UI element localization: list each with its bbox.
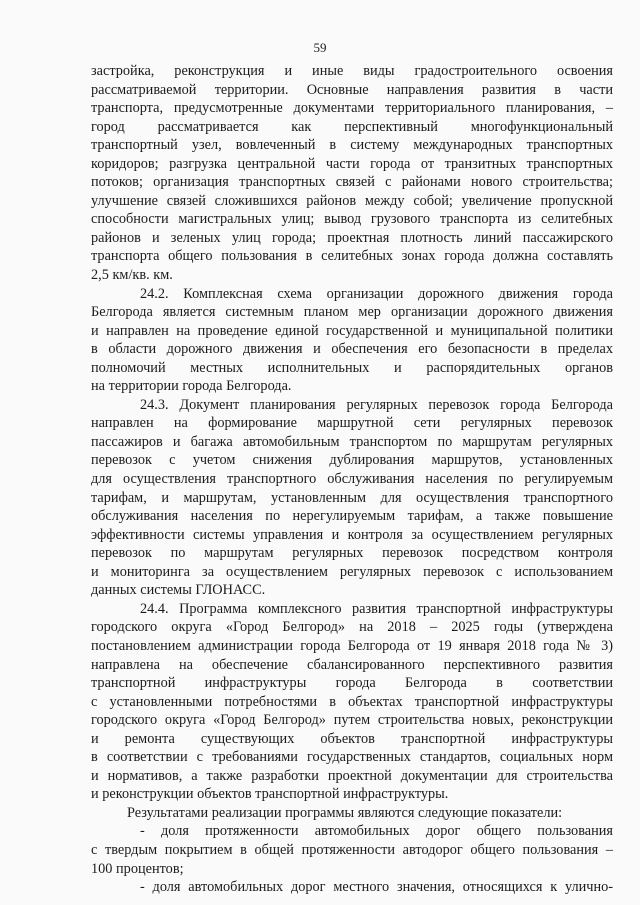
page-number: 59 bbox=[313, 40, 327, 55]
text-line: с твердым покрытием в общей протяженности автодорог общего пользования – bbox=[91, 841, 613, 858]
text-line: Результатами реализации программы являются следующие показатели: bbox=[127, 804, 563, 821]
text-line: застройка, реконструкция и иные виды градостроительного освоения bbox=[91, 63, 613, 79]
text-line: 100 процентов; bbox=[91, 860, 184, 877]
text-line: транспортной инфраструктуры города Белгорода в соответствии bbox=[91, 675, 613, 692]
text-line: для осуществления транспортного обслуживания населения по регулируемым bbox=[91, 471, 613, 488]
text-line: 24.3. Документ планирования регулярных перевозок города Белгорода bbox=[140, 396, 613, 413]
text-line: и ремонта существующих объектов транспортной инфраструктуры bbox=[91, 730, 613, 747]
text-line: тарифам, и маршрутам, установленным для осуществления транспортного bbox=[91, 489, 613, 506]
text-line: данных системы ГЛОНАСС. bbox=[91, 582, 266, 599]
text-line: в области дорожного движения и обеспечения его безопасности в пределах bbox=[91, 341, 613, 358]
text-line: транспорта, предусмотренные документами территориального планирования, – bbox=[91, 100, 613, 117]
text-line: обслуживания населения по нерегулируемым тарифам, а также повышение bbox=[91, 508, 613, 525]
text-line: с установленными потребностями в объектах транспортной инфраструктуры bbox=[91, 693, 613, 710]
text-line: город рассматривается как перспективный многофункциональный bbox=[91, 118, 613, 135]
text-line: и реконструкции объектов транспортной инфраструктуры. bbox=[91, 786, 449, 803]
text-line: потоков; организация транспортных связей с районами нового строительства; bbox=[91, 174, 613, 191]
text-line: транспортный узел, вовлеченный в систему международных транспортных bbox=[91, 137, 613, 154]
text-line: перевозок с учетом снижения дублирования маршрутов, установленных bbox=[91, 452, 613, 469]
text-line: и направлен на проведение единой государственной и муниципальной политики bbox=[91, 322, 613, 339]
text-line: рассматриваемой территории. Основные направления развития в части bbox=[91, 81, 613, 98]
text-line: и нормативов, а также разработки проектной документации для строительства bbox=[91, 767, 613, 784]
text-line: коридоров; разгрузка центральной части города от транзитных транспортных bbox=[91, 155, 613, 172]
text-line: районов и зеленых улиц города; проектная плотность линий пассажирского bbox=[91, 229, 613, 246]
text-line: перевозок по маршрутам регулярных перевозок посредством контроля bbox=[91, 545, 613, 562]
text-line: направлен на формирование маршрутной сети регулярных перевозок bbox=[91, 415, 613, 432]
text-line: 24.2. Комплексная схема организации дорожного движения города bbox=[140, 285, 613, 302]
text-line: пассажиров и багажа автомобильным транспортом по маршрутам регулярных bbox=[91, 433, 613, 450]
text-line: постановлением администрации города Белгорода от 19 января 2018 года № 3) bbox=[91, 637, 613, 654]
text-line: городского округа «Город Белгород» путем строительства новых, реконструкции bbox=[91, 712, 613, 729]
text-line: 24.4. Программа комплексного развития транспортной инфраструктуры bbox=[140, 600, 613, 617]
text-line: - доля автомобильных дорог местного значения, относящихся к улично- bbox=[140, 879, 613, 896]
text-line: способности магистральных улиц; вывод грузового транспорта из селитебных bbox=[91, 211, 613, 228]
text-line: направлена на обеспечение сбалансированного перспективного развития bbox=[91, 656, 613, 673]
text-line: эффективности системы управления и контроля за осуществлением регулярных bbox=[91, 526, 613, 543]
text-line: улучшение связей сложившихся районов между собой; увеличение пропускной bbox=[91, 192, 613, 209]
text-line: городского округа «Город Белгород» на 2018 – 2025 годы (утверждена bbox=[91, 619, 613, 636]
text-line: в соответствии с требованиями государственных стандартов, социальных норм bbox=[91, 749, 613, 766]
text-line: транспорта общего пользования в селитебных зонах города должна составлять bbox=[91, 248, 613, 265]
document-body bbox=[91, 62, 613, 897]
text-line: на территории города Белгорода. bbox=[91, 378, 292, 395]
text-line: полномочий местных исполнительных и распорядительных органов bbox=[91, 359, 613, 376]
text-line: 2,5 км/кв. км. bbox=[91, 267, 173, 284]
text-line: и мониторинга за осуществлением регулярных перевозок с использованием bbox=[91, 563, 613, 580]
text-line: Белгорода является системным планом мер организации дорожного движения bbox=[91, 304, 613, 321]
text-line: - доля протяженности автомобильных дорог общего пользования bbox=[140, 823, 613, 840]
